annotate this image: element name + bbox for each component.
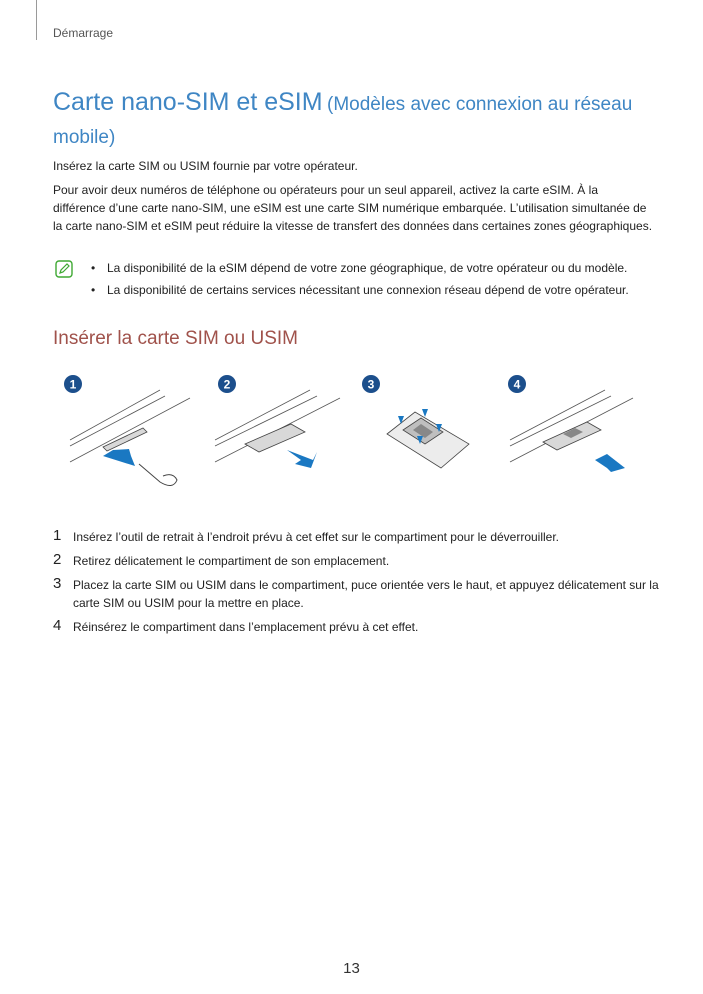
step-item [53, 576, 673, 612]
instruction-steps [53, 528, 673, 642]
step-2-badge-number: 2 [223, 377, 231, 392]
step-2-illustration [215, 375, 340, 468]
step-number: 3 [53, 575, 62, 592]
note-item [91, 259, 681, 277]
bullet-marker: • [91, 261, 96, 275]
step-item [53, 618, 673, 636]
step-1-illustration [64, 375, 190, 486]
pull-arrow-icon [287, 450, 317, 468]
step-3-illustration [362, 375, 469, 468]
note-pencil-icon [55, 260, 73, 278]
press-arrow-icon [422, 409, 428, 417]
section-title: Insérer la carte SIM ou USIM [53, 328, 298, 349]
step-number: 4 [53, 617, 62, 634]
insert-arrow-icon [103, 449, 135, 466]
push-arrow-icon [595, 454, 625, 472]
note-text: La disponibilité de certains services nécessitant une connexion réseau dépend de votre opérateur. [107, 283, 629, 297]
intro-paragraph-1: Insérez la carte SIM ou USIM fournie par votre opérateur. [53, 159, 358, 173]
step-1-badge-number: 1 [69, 377, 77, 392]
sim-insertion-illustration [55, 372, 655, 502]
step-text: Retirez délicatement le compartiment de son emplacement. [73, 554, 390, 568]
page-number: 13 [343, 960, 360, 977]
step-3-badge-number: 3 [367, 377, 375, 392]
step-number: 2 [53, 551, 62, 568]
bullet-marker: • [91, 283, 96, 297]
title-parenthetical: (Modèles avec connexion au réseau mobile) [53, 94, 633, 148]
step-4-illustration [508, 375, 633, 472]
header-divider [36, 0, 37, 40]
title-main: Carte nano-SIM et eSIM [53, 88, 323, 116]
page-title [53, 86, 673, 155]
notes-list [91, 259, 681, 303]
section-header: Démarrage [53, 26, 114, 40]
note-item [91, 281, 681, 299]
step-text: Insérez l’outil de retrait à l’endroit prévu à cet effet sur le compartiment pour le déverrouiller. [73, 530, 560, 544]
intro-paragraph-2: Pour avoir deux numéros de téléphone ou opérateurs pour un seul appareil, activez la carte eSIM. À la différence d’une carte nano-SIM, une eSIM est une carte SIM numérique embarquée. L’utilisation simultanée de la carte nano-SIM et eSIM peut réduire la vitesse de transfert des données dans certaines zones géographiques. [53, 183, 653, 233]
step-text: Placez la carte SIM ou USIM dans le compartiment, puce orientée vers le haut, et appuyez délicatement sur la carte SIM ou USIM pour la mettre en place. [73, 578, 659, 610]
note-text: La disponibilité de la eSIM dépend de votre zone géographique, de votre opérateur ou du modèle. [107, 261, 628, 275]
step-text: Réinsérez le compartiment dans l’emplacement prévu à cet effet. [73, 620, 419, 634]
step-item [53, 528, 673, 546]
step-item [53, 552, 673, 570]
step-4-badge-number: 4 [513, 377, 521, 392]
step-number: 1 [53, 527, 62, 544]
